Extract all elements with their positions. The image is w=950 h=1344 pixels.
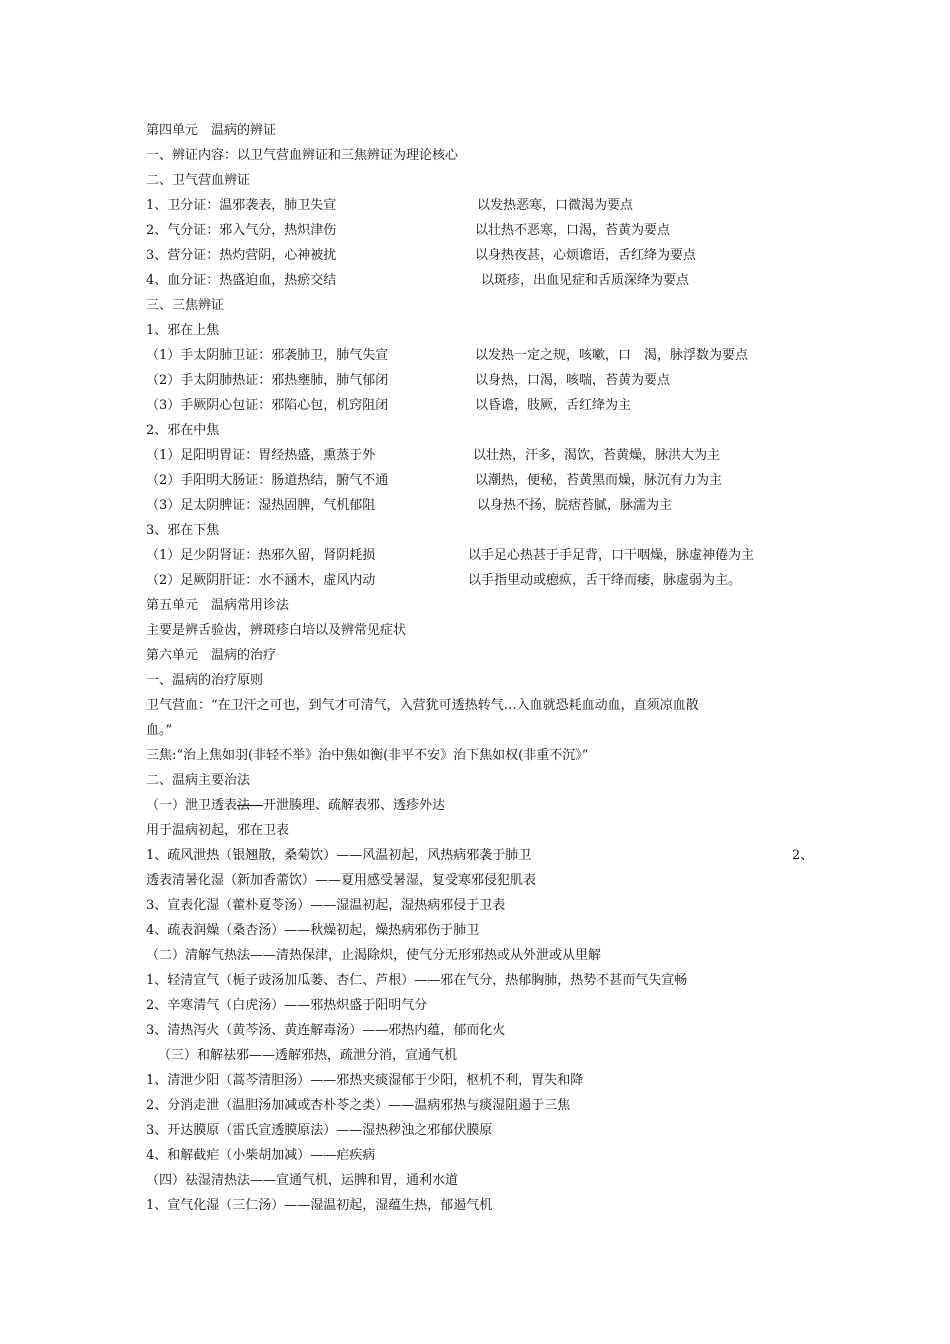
text-line: 主要是辨舌验齿，辨斑疹白培以及辨常见症状 bbox=[146, 623, 407, 638]
text-line: 2、辛寒清气（白虎汤）——邪热炽盛于阳明气分 bbox=[146, 998, 428, 1013]
text-line: 3、邪在下焦 bbox=[146, 523, 220, 538]
text-line: 3、开达膜原（雷氏宣透膜原法）——湿热秽浊之邪郁伏膜原 bbox=[146, 1123, 493, 1138]
line-left: 4、血分证：热盛迫血，热瘀交结 bbox=[146, 273, 337, 288]
text-line: 3、清热泻火（黄芩汤、黄连解毒汤）——邪热内蕴，郁而化火 bbox=[146, 1023, 506, 1038]
unit-six-heading: 第六单元 温病的治疗 bbox=[146, 648, 277, 663]
line-right: 2、 bbox=[792, 848, 814, 863]
line-right: 以潮热，便秘，苔黄黑而燥，脉沉有力为主 bbox=[475, 473, 723, 488]
text-line bbox=[146, 271, 690, 291]
text-line: 卫气营血：“在卫汗之可也，到气才可清气，入营犹可透热转气…入血就恐耗血动血，直须凉血散 bbox=[146, 698, 699, 713]
line-part: 开泄腠理、疏解表邪、透疹外达 bbox=[263, 798, 446, 813]
section-heading: 一、温病的治疗原则 bbox=[146, 673, 264, 688]
text-line: 血。” bbox=[146, 723, 173, 738]
text-line: 3、宣表化湿（藿朴夏苓汤）——湿温初起，湿热病邪侵于卫表 bbox=[146, 898, 506, 913]
line-right: 以昏谵，肢厥，舌红绛为主 bbox=[475, 398, 632, 413]
text-line: 4、和解截疟（小柴胡加减）——疟疾病 bbox=[146, 1148, 376, 1163]
unit-four-heading: 第四单元 温病的辨证 bbox=[146, 123, 277, 138]
line-part: （一）泄卫透表 bbox=[146, 798, 238, 813]
line-left: （3）足太阴脾证：湿热固脾，气机郁阻 bbox=[146, 498, 376, 513]
text-line bbox=[146, 471, 723, 491]
line-right: 以手指里动或瘛疭，舌干绛而痿，脉虚弱为主。 bbox=[468, 573, 742, 588]
line-left: （3）手厥阴心包证：邪陷心包，机窍阻闭 bbox=[146, 398, 389, 413]
line-left: 3、营分证：热灼营阴，心神被扰 bbox=[146, 248, 337, 263]
text-line bbox=[146, 496, 673, 516]
section-heading: 二、温病主要治法 bbox=[146, 773, 251, 788]
text-line bbox=[146, 796, 445, 816]
text-line: 4、疏表润燥（桑杏汤）——秋燥初起，燥热病邪伤于肺卫 bbox=[146, 923, 480, 938]
line-left: 1、疏风泄热（银翘散，桑菊饮）——风温初起，风热病邪袭于肺卫 bbox=[146, 848, 532, 863]
line-right: 以手足心热甚于手足背，口干咽燥，脉虚神倦为主 bbox=[468, 548, 755, 563]
line-left: （1）足少阴肾证：热邪久留，肾阴耗损 bbox=[146, 548, 376, 563]
line-right: 以壮热，汗多，渴饮，苔黄燥，脉洪大为主 bbox=[473, 448, 721, 463]
text-line: （三）和解祛邪——透解邪热，疏泄分消，宣通气机 bbox=[158, 1048, 458, 1063]
text-line bbox=[146, 571, 742, 591]
line-left: （2）手太阴肺热证：邪热壅肺，肺气郁闭 bbox=[146, 373, 389, 388]
text-line: 2、邪在中焦 bbox=[146, 423, 220, 438]
line-right: 以壮热不恶寒，口渴，苔黄为要点 bbox=[475, 223, 671, 238]
text-line bbox=[146, 196, 634, 216]
text-line bbox=[146, 346, 749, 366]
line-right: 以身热，口渴，咳喘，苔黄为要点 bbox=[475, 373, 671, 388]
section-heading: 三、三焦辨证 bbox=[146, 298, 225, 313]
text-line: （四）祛湿清热法——宣通气机，运脾和胃，通利水道 bbox=[146, 1173, 459, 1188]
text-line bbox=[146, 396, 632, 416]
unit-five-heading: 第五单元 温病常用诊法 bbox=[146, 598, 290, 613]
text-line: 1、邪在上焦 bbox=[146, 323, 220, 338]
text-line bbox=[146, 446, 721, 466]
text-line: 三焦:“治上焦如羽(非轻不举》治中焦如衡(非平不安》治下焦如权(非重不沉》” bbox=[146, 748, 589, 763]
line-left: （2）手阳明大肠证：肠道热结，腑气不通 bbox=[146, 473, 389, 488]
section-heading: 二、卫气营血辨证 bbox=[146, 173, 251, 188]
text-line bbox=[146, 846, 814, 866]
text-line bbox=[146, 246, 697, 266]
text-line bbox=[146, 546, 755, 566]
text-line bbox=[146, 221, 671, 241]
line-left: （2）足厥阴肝证：水不涵木，虚风内动 bbox=[146, 573, 376, 588]
line-right: 以发热恶寒，口微渴为要点 bbox=[477, 198, 634, 213]
text-line: 一、辨证内容：以卫气营血辨证和三焦辨证为理论核心 bbox=[146, 148, 459, 163]
struck-text: 法— bbox=[237, 798, 264, 813]
line-left: （1）足阳明胃证：胃经热盛，熏蒸于外 bbox=[146, 448, 376, 463]
text-line: （二）清解气热法——清热保津，止渴除炽，使气分无形邪热或从外泄或从里解 bbox=[146, 948, 602, 963]
line-right: 以身热夜甚，心烦谵语，舌红绛为要点 bbox=[475, 248, 697, 263]
line-right: 以发热一定之规，咳嗽，口 渴，脉浮数为要点 bbox=[475, 348, 749, 363]
text-line bbox=[146, 371, 671, 391]
line-right: 以身热不扬，脘痞苔腻，脉濡为主 bbox=[477, 498, 673, 513]
text-line: 透表清暑化湿（新加香薷饮）——夏用感受暑湿，复受寒邪侵犯肌表 bbox=[146, 873, 537, 888]
text-line: 2、分消走泄（温胆汤加减或杏朴苓之类）——温病邪热与痰湿阻遏于三焦 bbox=[146, 1098, 571, 1113]
text-line: 1、宣气化湿（三仁汤）——湿温初起，湿蕴生热，郁遏气机 bbox=[146, 1198, 493, 1213]
text-line: 1、清泄少阳（蒿芩清胆汤）——邪热夹痰湿郁于少阳，枢机不利，胃失和降 bbox=[146, 1073, 584, 1088]
line-left: （1）手太阴肺卫证：邪袭肺卫，肺气失宣 bbox=[146, 348, 389, 363]
line-left: 2、气分证：邪入气分，热炽津伤 bbox=[146, 223, 337, 238]
line-right: 以斑疹，出血见症和舌质深绛为要点 bbox=[481, 273, 690, 288]
text-line: 用于温病初起，邪在卫表 bbox=[146, 823, 290, 838]
text-line: 1、轻清宣气（栀子豉汤加瓜蒌、杏仁、芦根）——邪在气分，热郁胸肺，热势不甚而气失宣畅 bbox=[146, 973, 688, 988]
line-left: 1、卫分证：温邪袭表，肺卫失宣 bbox=[146, 198, 337, 213]
